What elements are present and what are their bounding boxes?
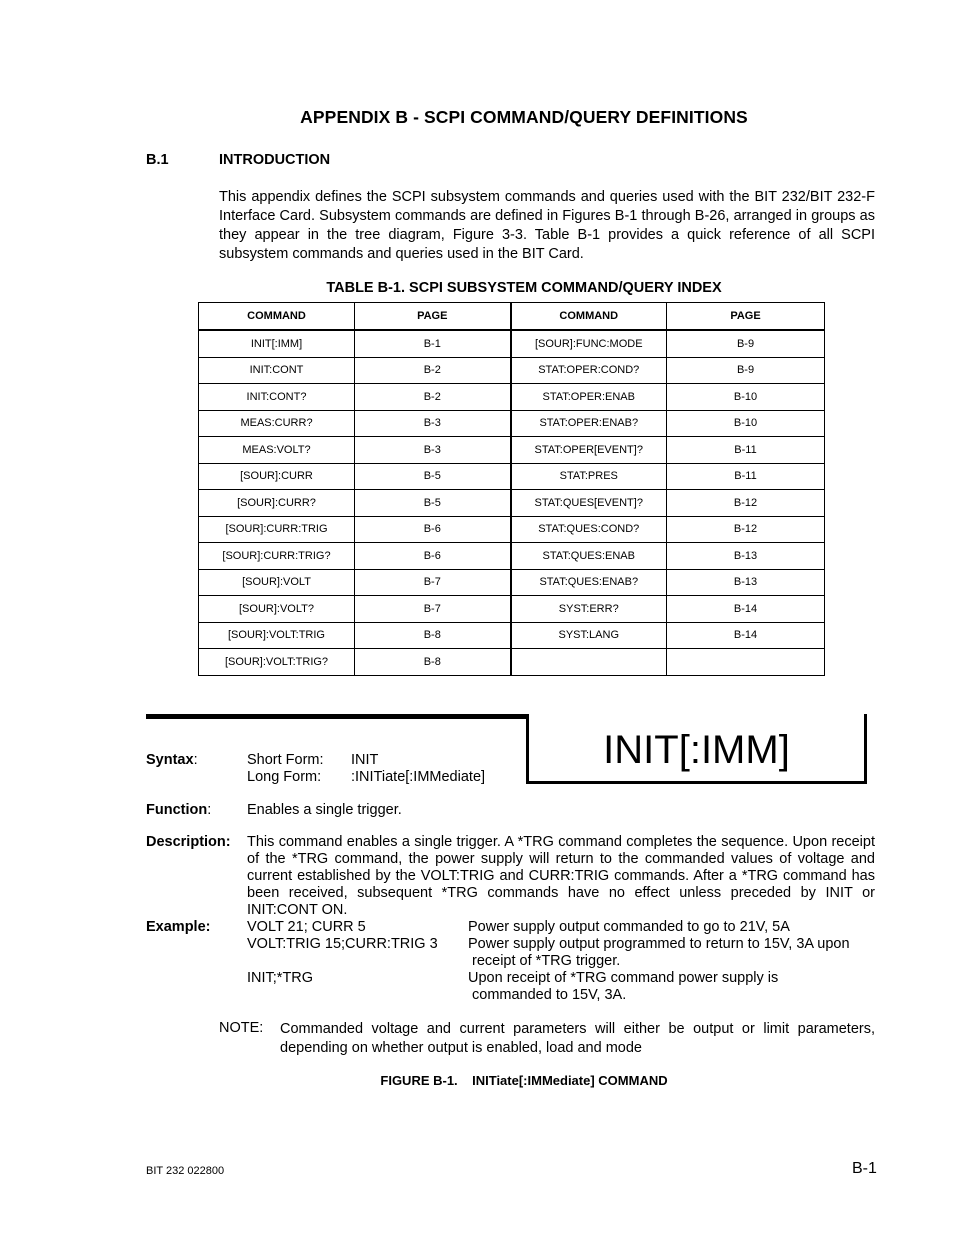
page-cell: B-8: [355, 622, 511, 649]
command-cell: [SOUR]:FUNC:MODE: [511, 330, 667, 357]
command-title: INIT[:IMM]: [603, 728, 790, 772]
note-label: NOTE:: [219, 1020, 264, 1036]
example-description: Power supply output programmed to return to 15V, 3A upon: [468, 936, 850, 952]
table-row: [199, 410, 825, 437]
command-cell: STAT:OPER:COND?: [511, 357, 667, 384]
command-cell: MEAS:CURR?: [199, 410, 355, 437]
table-row: [199, 437, 825, 464]
page-cell: B-10: [667, 384, 825, 411]
table-row: [199, 357, 825, 384]
note-text: Commanded voltage and current parameters will either be output or limit parameters, depending on whether output is enabled, load and mode: [280, 1021, 875, 1056]
short-form-label: Short Form:: [247, 752, 324, 768]
page-cell: B-12: [667, 516, 825, 543]
page-cell: B-3: [355, 437, 511, 464]
command-cell: STAT:QUES[EVENT]?: [511, 490, 667, 517]
table-header-row: [199, 303, 825, 331]
page-cell: B-7: [355, 569, 511, 596]
column-header: COMMAND: [511, 303, 667, 331]
table-row: [199, 384, 825, 411]
command-cell: [SOUR]:VOLT?: [199, 596, 355, 623]
page-cell: B-12: [667, 490, 825, 517]
command-cell: STAT:QUES:ENAB?: [511, 569, 667, 596]
example-description: Upon receipt of *TRG command power supply is: [468, 970, 779, 986]
page-cell: B-6: [355, 516, 511, 543]
command-cell: STAT:OPER[EVENT]?: [511, 437, 667, 464]
command-cell: STAT:PRES: [511, 463, 667, 490]
page-cell: B-3: [355, 410, 511, 437]
command-cell: [SOUR]:CURR?: [199, 490, 355, 517]
page-cell: B-1: [355, 330, 511, 357]
page-cell: B-9: [667, 357, 825, 384]
page-cell: B-7: [355, 596, 511, 623]
column-header: PAGE: [667, 303, 825, 331]
command-cell: [SOUR]:CURR:TRIG: [199, 516, 355, 543]
example-command: VOLT:TRIG 15;CURR:TRIG 3: [247, 936, 438, 952]
page-cell: B-11: [667, 463, 825, 490]
table-row: [199, 330, 825, 357]
example-label: Example:: [146, 919, 211, 935]
table-row: [199, 622, 825, 649]
command-cell: MEAS:VOLT?: [199, 437, 355, 464]
section-number: B.1: [146, 152, 169, 168]
table-row: [199, 569, 825, 596]
command-cell: [SOUR]:CURR: [199, 463, 355, 490]
long-form-label: Long Form:: [247, 769, 322, 785]
command-cell: INIT:CONT: [199, 357, 355, 384]
intro-paragraph: This appendix defines the SCPI subsystem commands and queries used with the BIT 232/BIT 232-F Interface Card. Subsystem commands are defined in Figures B-1 through B-26, arranged in groups as they appear in the tree diagram, Figure 3-3. Table B-1 provides a quick reference of all SCPI subsystem commands and queries used in the BIT Card.: [219, 189, 875, 262]
function-label: Function:: [146, 802, 212, 818]
command-cell: [SOUR]:CURR:TRIG?: [199, 543, 355, 570]
short-form-value: INIT: [351, 752, 379, 768]
table-row: [199, 649, 825, 676]
command-cell: INIT[:IMM]: [199, 330, 355, 357]
table-row: [199, 463, 825, 490]
section-title: INTRODUCTION: [219, 152, 331, 168]
description-label: Description:: [146, 834, 231, 850]
page-cell: B-14: [667, 596, 825, 623]
command-cell: STAT:OPER:ENAB?: [511, 410, 667, 437]
page-cell: B-13: [667, 569, 825, 596]
page-cell: B-10: [667, 410, 825, 437]
footer-doc-id: BIT 232 022800: [146, 1165, 225, 1177]
description-text: This command enables a single trigger. A *TRG command completes the sequence. Upon receipt of the *TRG command, the power supply will return to the commanded values of voltage and current established by the VOLT:TRIG and CURR:TRIG commands. After a *TRG command has been received, subsequent *TRG commands have no effect unless preceded by INIT or INIT:CONT ON.: [247, 834, 875, 918]
table-row: [199, 516, 825, 543]
example-description: Power supply output commanded to go to 21V, 5A: [468, 919, 790, 935]
table-caption: TABLE B-1. SCPI SUBSYSTEM COMMAND/QUERY INDEX: [326, 280, 722, 296]
command-cell: SYST:LANG: [511, 622, 667, 649]
command-cell: [SOUR]:VOLT:TRIG: [199, 622, 355, 649]
example-command: INIT;*TRG: [247, 970, 314, 986]
table-row: [199, 596, 825, 623]
command-cell: STAT:OPER:ENAB: [511, 384, 667, 411]
page-cell: B-5: [355, 490, 511, 517]
command-cell: [511, 649, 667, 676]
command-cell: STAT:QUES:ENAB: [511, 543, 667, 570]
figure-caption: FIGURE B-1. INITiate[:IMMediate] COMMAND: [380, 1073, 668, 1088]
example-command: VOLT 21; CURR 5: [247, 919, 366, 935]
page-cell: B-2: [355, 357, 511, 384]
page-cell: B-8: [355, 649, 511, 676]
page-cell: B-2: [355, 384, 511, 411]
command-cell: [SOUR]:VOLT: [199, 569, 355, 596]
command-cell: SYST:ERR?: [511, 596, 667, 623]
syntax-label: Syntax:: [146, 752, 198, 768]
table-row: [199, 490, 825, 517]
page-cell: B-11: [667, 437, 825, 464]
page-cell: B-9: [667, 330, 825, 357]
command-cell: [SOUR]:VOLT:TRIG?: [199, 649, 355, 676]
function-text: Enables a single trigger.: [247, 802, 402, 818]
column-header: PAGE: [355, 303, 511, 331]
footer-page-number: B-1: [852, 1160, 877, 1177]
page-cell: B-14: [667, 622, 825, 649]
appendix-title: APPENDIX B - SCPI COMMAND/QUERY DEFINITIONS: [300, 107, 748, 127]
page-cell: B-5: [355, 463, 511, 490]
command-index-table: [198, 302, 825, 676]
page-cell: B-6: [355, 543, 511, 570]
command-cell: INIT:CONT?: [199, 384, 355, 411]
example-description-cont: commanded to 15V, 3A.: [472, 987, 627, 1003]
page-cell: B-13: [667, 543, 825, 570]
long-form-value: :INITiate[:IMMediate]: [351, 769, 486, 785]
page-cell: [667, 649, 825, 676]
example-description-cont: receipt of *TRG trigger.: [472, 953, 621, 969]
command-cell: STAT:QUES:COND?: [511, 516, 667, 543]
table-row: [199, 543, 825, 570]
column-header: COMMAND: [199, 303, 355, 331]
